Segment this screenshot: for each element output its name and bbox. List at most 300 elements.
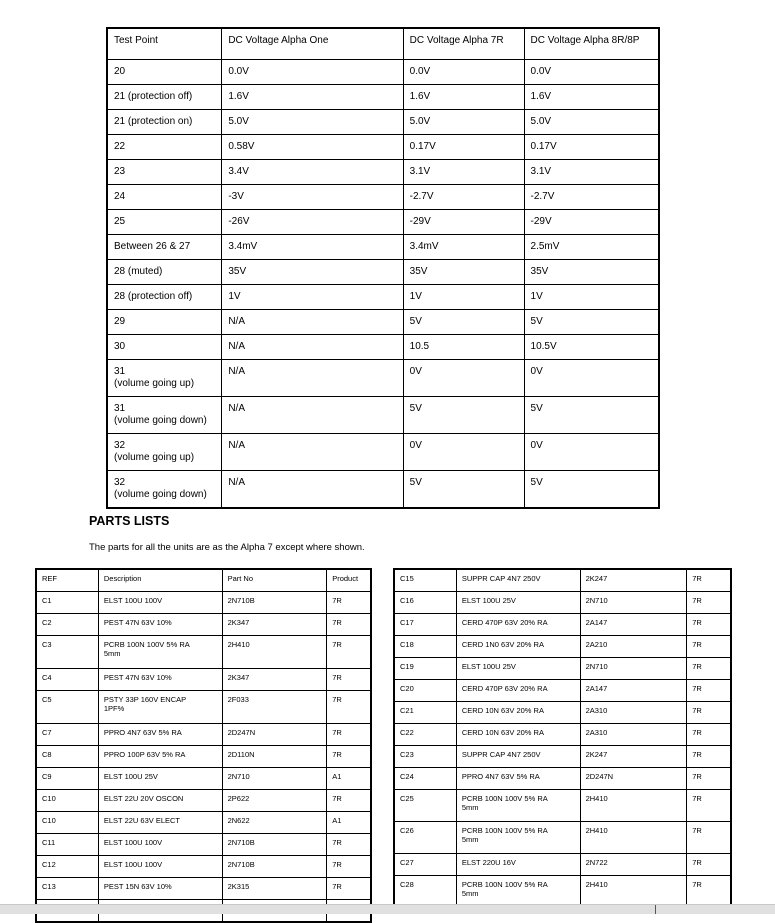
product-cell — [687, 658, 731, 680]
description-cell — [456, 569, 580, 592]
alpha-one-cell-text: 0.58V — [228, 141, 255, 152]
part-no-cell — [580, 724, 687, 746]
voltage-row — [107, 135, 659, 160]
part-no-cell — [580, 592, 687, 614]
alpha-8r8p-cell — [524, 471, 659, 509]
ref-cell-text: C13 — [42, 882, 56, 891]
test-point-cell-subtext: (volume going up) — [114, 452, 195, 463]
ref-cell — [394, 822, 456, 854]
voltage-row — [107, 471, 659, 509]
part-no-cell-text: 2A210 — [585, 640, 608, 649]
description-cell-text: ELST 100U 100V — [103, 596, 163, 605]
description-cell-text: CERD 10N 63V 20% RA — [461, 706, 544, 715]
description-cell-subtext: 5mm — [461, 835, 479, 844]
alpha-one-cell — [222, 310, 403, 335]
test-point-cell-text: 32 — [114, 477, 126, 488]
product-cell-text: 7R — [692, 618, 702, 627]
ref-cell-text: C20 — [400, 684, 414, 693]
alpha-one-cell-text: N/A — [228, 403, 245, 414]
part-no-cell-text: 2N710B — [227, 838, 255, 847]
alpha-one-cell-text: 3.4V — [228, 166, 249, 177]
description-cell — [456, 658, 580, 680]
voltage-row — [107, 310, 659, 335]
parts-row — [394, 746, 731, 768]
description-cell — [98, 614, 222, 636]
voltage-row — [107, 85, 659, 110]
alpha-7r-cell — [403, 285, 524, 310]
part-no-cell-text: 2N710B — [227, 860, 255, 869]
product-cell — [327, 669, 371, 691]
test-point-cell-text: 23 — [114, 166, 126, 177]
alpha-7r-cell — [403, 360, 524, 397]
part-no-cell-text: 2N722 — [585, 858, 608, 867]
alpha-7r-cell-text: 10.5 — [409, 341, 430, 352]
ref-cell — [36, 878, 98, 900]
parts-row — [394, 702, 731, 724]
product-cell — [327, 636, 371, 669]
description-cell-text: ELST 100U 25V — [461, 662, 516, 671]
test-point-cell-text: 29 — [114, 316, 126, 327]
ref-cell-text: C27 — [400, 858, 414, 867]
part-no-cell-text: 2A147 — [585, 618, 608, 627]
product-cell-text: 7R — [692, 574, 702, 583]
ref-cell-text: C4 — [42, 673, 52, 682]
test-point-cell — [107, 235, 222, 260]
alpha-one-cell — [222, 160, 403, 185]
product-cell — [327, 746, 371, 768]
part-no-cell-text: 2N710 — [585, 596, 608, 605]
ref-cell — [394, 768, 456, 790]
description-cell-text: ELST 100U 25V — [461, 596, 516, 605]
alpha-8r8p-cell-text: 1.6V — [530, 91, 552, 102]
test-point-cell — [107, 60, 222, 85]
parts-row — [394, 822, 731, 854]
alpha-one-cell — [222, 85, 403, 110]
product-cell-text: 7R — [692, 596, 702, 605]
ref-cell — [36, 724, 98, 746]
test-point-cell-text: 30 — [114, 341, 126, 352]
alpha-8r8p-cell — [524, 360, 659, 397]
parts-row — [36, 768, 371, 790]
parts-row — [36, 878, 371, 900]
part-no-cell — [222, 856, 327, 878]
ref-cell-text: C18 — [400, 640, 414, 649]
parts-intro-text: The parts for all the units are as the Alpha 7 except where shown. — [89, 542, 365, 553]
part-no-cell-text: 2H410 — [585, 826, 608, 835]
alpha-8r8p-cell — [524, 85, 659, 110]
part-no-cell-text: 2D247N — [585, 772, 614, 781]
alpha-one-cell-text: 3.4mV — [228, 241, 258, 252]
ref-cell — [394, 658, 456, 680]
test-point-cell — [107, 210, 222, 235]
header-product: Product — [327, 569, 371, 592]
alpha-one-cell — [222, 285, 403, 310]
voltage-row — [107, 260, 659, 285]
alpha-8r8p-cell-text: 5V — [530, 403, 543, 414]
ref-cell-text: C23 — [400, 750, 414, 759]
test-point-cell-text: 31 — [114, 403, 126, 414]
test-point-cell — [107, 185, 222, 210]
part-no-cell-text: 2H410 — [585, 794, 608, 803]
ref-cell-text: C1 — [42, 596, 52, 605]
part-no-cell-text: 2N622 — [227, 816, 250, 825]
alpha-8r8p-cell — [524, 210, 659, 235]
product-cell — [327, 768, 371, 790]
product-cell-text: 7R — [332, 695, 342, 704]
part-no-cell — [580, 702, 687, 724]
part-no-cell-text: 2N710B — [227, 596, 255, 605]
parts-table-left — [35, 568, 372, 923]
ref-cell-text: C7 — [42, 728, 52, 737]
parts-row — [394, 636, 731, 658]
parts-row — [36, 812, 371, 834]
alpha-7r-cell — [403, 185, 524, 210]
ref-cell — [36, 614, 98, 636]
alpha-one-cell — [222, 60, 403, 85]
alpha-7r-cell-text: 1V — [409, 291, 422, 302]
product-cell — [687, 592, 731, 614]
product-cell-text: 7R — [332, 618, 342, 627]
alpha-8r8p-cell — [524, 285, 659, 310]
voltage-row — [107, 185, 659, 210]
description-cell-text: SUPPR CAP 4N7 250V — [461, 574, 541, 583]
alpha-7r-cell — [403, 335, 524, 360]
test-point-cell — [107, 335, 222, 360]
alpha-one-cell-text: 5.0V — [228, 116, 249, 127]
alpha-7r-cell-text: 1.6V — [409, 91, 431, 102]
part-no-cell-text: 2F033 — [227, 695, 249, 704]
ref-cell — [394, 680, 456, 702]
alpha-7r-cell-text: 5V — [409, 403, 422, 414]
description-cell-text: PCRB 100N 100V 5% RA — [461, 880, 548, 889]
part-no-cell — [222, 636, 327, 669]
product-cell-text: 7R — [692, 858, 702, 867]
parts-row — [394, 854, 731, 876]
description-cell — [456, 822, 580, 854]
product-cell-text: 7R — [692, 750, 702, 759]
header-test-point: Test Point — [107, 28, 222, 60]
part-no-cell — [222, 834, 327, 856]
alpha-8r8p-cell — [524, 310, 659, 335]
alpha-one-cell — [222, 210, 403, 235]
alpha-one-cell — [222, 235, 403, 260]
alpha-7r-cell-text: 35V — [409, 266, 428, 277]
part-no-cell — [222, 746, 327, 768]
product-cell — [687, 768, 731, 790]
product-cell — [687, 790, 731, 822]
voltage-row — [107, 110, 659, 135]
ref-cell — [36, 636, 98, 669]
test-point-cell-text: 32 — [114, 440, 126, 451]
parts-row — [394, 790, 731, 822]
test-point-cell — [107, 360, 222, 397]
parts-lists-heading: PARTS LISTS — [89, 514, 170, 528]
alpha-8r8p-cell — [524, 160, 659, 185]
description-cell — [456, 768, 580, 790]
voltage-header-row — [107, 28, 659, 60]
ref-cell-text: C2 — [42, 618, 52, 627]
product-cell-text: 7R — [332, 860, 342, 869]
ref-cell — [394, 702, 456, 724]
alpha-8r8p-cell-text: 2.5mV — [530, 241, 560, 252]
alpha-8r8p-cell — [524, 185, 659, 210]
part-no-cell — [580, 790, 687, 822]
product-cell — [687, 822, 731, 854]
part-no-cell-text: 2K315 — [227, 882, 250, 891]
alpha-7r-cell — [403, 85, 524, 110]
test-point-cell-text: 20 — [114, 66, 126, 77]
product-cell-text: 7R — [332, 673, 342, 682]
description-cell — [98, 812, 222, 834]
voltage-row — [107, 335, 659, 360]
alpha-8r8p-cell — [524, 397, 659, 434]
ref-cell — [394, 569, 456, 592]
test-point-cell-text: 25 — [114, 216, 126, 227]
ref-cell — [36, 691, 98, 724]
part-no-cell — [580, 569, 687, 592]
alpha-one-cell-text: -3V — [228, 191, 244, 202]
part-no-cell — [580, 614, 687, 636]
ref-cell-text: C5 — [42, 695, 52, 704]
ref-cell-text: C11 — [42, 838, 56, 847]
test-point-cell — [107, 160, 222, 185]
ref-cell-text: C12 — [42, 860, 56, 869]
alpha-7r-cell — [403, 135, 524, 160]
alpha-one-cell-text: 1V — [228, 291, 241, 302]
description-cell-text: PPRO 4N7 63V 5% RA — [103, 728, 182, 737]
test-point-cell — [107, 310, 222, 335]
alpha-7r-cell-text: 3.4mV — [409, 241, 439, 252]
product-cell — [327, 724, 371, 746]
product-cell-text: 7R — [332, 882, 342, 891]
alpha-one-cell — [222, 335, 403, 360]
product-cell-text: 7R — [692, 826, 702, 835]
alpha-8r8p-cell-text: -29V — [530, 216, 552, 227]
alpha-8r8p-cell — [524, 434, 659, 471]
description-cell — [98, 669, 222, 691]
description-cell-text: ELST 100U 100V — [103, 838, 163, 847]
product-cell-text: 7R — [332, 728, 342, 737]
ref-cell-text: C26 — [400, 826, 414, 835]
ref-cell-text: C22 — [400, 728, 414, 737]
ref-cell — [36, 746, 98, 768]
ref-cell — [394, 724, 456, 746]
alpha-one-cell — [222, 434, 403, 471]
ref-cell — [36, 669, 98, 691]
product-cell — [327, 856, 371, 878]
product-cell — [687, 569, 731, 592]
alpha-8r8p-cell-text: 3.1V — [530, 166, 552, 177]
description-cell-text: ELST 100U 25V — [103, 772, 158, 781]
alpha-8r8p-cell — [524, 235, 659, 260]
alpha-8r8p-cell-text: 5V — [530, 316, 543, 327]
description-cell-text: PCRB 100N 100V 5% RA — [103, 640, 190, 649]
alpha-8r8p-cell — [524, 60, 659, 85]
product-cell — [687, 702, 731, 724]
product-cell-text: 7R — [332, 596, 342, 605]
ref-cell-text: C8 — [42, 750, 52, 759]
alpha-7r-cell-text: 0V — [409, 440, 422, 451]
part-no-cell — [222, 592, 327, 614]
ref-cell-text: C28 — [400, 880, 414, 889]
alpha-one-cell-text: N/A — [228, 477, 245, 488]
alpha-one-cell-text: N/A — [228, 341, 245, 352]
part-no-cell — [222, 812, 327, 834]
part-no-cell-text: 2A310 — [585, 706, 608, 715]
ref-cell — [36, 812, 98, 834]
alpha-8r8p-cell-text: 5.0V — [530, 116, 552, 127]
header-ref: REF — [36, 569, 98, 592]
test-point-cell-text: 28 (muted) — [114, 266, 163, 277]
description-cell-text: CERD 1N0 63V 20% RA — [461, 640, 544, 649]
test-point-cell — [107, 285, 222, 310]
test-point-cell — [107, 397, 222, 434]
product-cell-text: 7R — [692, 662, 702, 671]
description-cell — [456, 854, 580, 876]
description-cell — [98, 691, 222, 724]
description-cell — [98, 790, 222, 812]
description-cell-text: PPRO 100P 63V 5% RA — [103, 750, 186, 759]
alpha-8r8p-cell-text: -2.7V — [530, 191, 555, 202]
part-no-cell — [580, 746, 687, 768]
product-cell — [687, 854, 731, 876]
ref-cell-text: C19 — [400, 662, 414, 671]
ref-cell — [394, 592, 456, 614]
ref-cell-text: C21 — [400, 706, 414, 715]
parts-row — [36, 856, 371, 878]
description-cell — [98, 856, 222, 878]
parts-row — [394, 680, 731, 702]
alpha-7r-cell-text: 0V — [409, 366, 422, 377]
parts-row — [36, 746, 371, 768]
alpha-7r-cell-text: 0.0V — [409, 66, 431, 77]
description-cell — [98, 592, 222, 614]
test-point-cell — [107, 135, 222, 160]
part-no-cell — [222, 724, 327, 746]
alpha-one-cell-text: -26V — [228, 216, 250, 227]
ref-cell-text: C10 — [42, 794, 56, 803]
product-cell — [327, 614, 371, 636]
part-no-cell — [222, 790, 327, 812]
ref-cell-text: C10 — [42, 816, 56, 825]
ref-cell — [394, 614, 456, 636]
description-cell-text: ELST 22U 20V OSCON — [103, 794, 184, 803]
parts-header-row — [36, 569, 371, 592]
voltage-row — [107, 434, 659, 471]
description-cell — [98, 746, 222, 768]
parts-row — [36, 669, 371, 691]
product-cell-text: 7R — [692, 640, 702, 649]
product-cell — [687, 724, 731, 746]
alpha-7r-cell — [403, 397, 524, 434]
part-no-cell-text: 2N710 — [227, 772, 250, 781]
alpha-8r8p-cell-text: 0.0V — [530, 66, 552, 77]
alpha-7r-cell — [403, 235, 524, 260]
parts-row — [394, 592, 731, 614]
product-cell — [327, 812, 371, 834]
alpha-8r8p-cell-text: 10.5V — [530, 341, 557, 352]
description-cell-text: PCRB 100N 100V 5% RA — [461, 826, 548, 835]
description-cell-text: PEST 47N 63V 10% — [103, 673, 172, 682]
voltage-row — [107, 60, 659, 85]
parts-row — [36, 691, 371, 724]
description-cell-text: PEST 47N 63V 10% — [103, 618, 172, 627]
part-no-cell — [222, 691, 327, 724]
alpha-one-cell — [222, 260, 403, 285]
part-no-cell-text: 2D110N — [227, 750, 255, 759]
part-no-cell-text: 2H410 — [227, 640, 250, 649]
description-cell-text: PCRB 100N 100V 5% RA — [461, 794, 548, 803]
ref-cell-text: C24 — [400, 772, 414, 781]
alpha-7r-cell — [403, 210, 524, 235]
part-no-cell — [580, 854, 687, 876]
description-cell-subtext: 1PF% — [103, 704, 125, 713]
alpha-one-cell — [222, 397, 403, 434]
parts-row — [394, 614, 731, 636]
part-no-cell-text: 2H410 — [585, 880, 608, 889]
test-point-cell — [107, 260, 222, 285]
part-no-cell — [580, 680, 687, 702]
description-cell — [456, 636, 580, 658]
test-point-cell-subtext: (volume going down) — [114, 489, 207, 500]
alpha-7r-cell — [403, 160, 524, 185]
alpha-8r8p-cell — [524, 135, 659, 160]
alpha-one-cell — [222, 110, 403, 135]
parts-row — [36, 834, 371, 856]
ref-cell-text: C16 — [400, 596, 414, 605]
part-no-cell-text: 2K247 — [585, 574, 608, 583]
alpha-8r8p-cell-text: 0V — [530, 440, 543, 451]
voltage-row — [107, 285, 659, 310]
test-point-cell — [107, 471, 222, 509]
product-cell-text: A1 — [332, 816, 342, 825]
alpha-one-cell-text: N/A — [228, 366, 245, 377]
header-alpha-7r: DC Voltage Alpha 7R — [403, 28, 524, 60]
parts-row — [36, 636, 371, 669]
parts-row — [36, 724, 371, 746]
product-cell-text: 7R — [692, 880, 702, 889]
part-no-cell-text: 2A147 — [585, 684, 608, 693]
test-point-cell-text: 31 — [114, 366, 126, 377]
description-cell — [456, 746, 580, 768]
ref-cell-text: C9 — [42, 772, 52, 781]
header-alpha-one: DC Voltage Alpha One — [222, 28, 403, 60]
parts-table-right — [393, 568, 732, 909]
alpha-7r-cell-text: 5V — [409, 316, 422, 327]
product-cell-text: 7R — [692, 684, 702, 693]
alpha-8r8p-cell-text: 5V — [530, 477, 543, 488]
product-cell-text: 7R — [332, 794, 342, 803]
description-cell-text: PEST 15N 63V 10% — [103, 882, 172, 891]
voltage-table — [106, 27, 660, 509]
ref-cell-text: C25 — [400, 794, 414, 803]
description-cell-text: SUPPR CAP 4N7 250V — [461, 750, 541, 759]
test-point-cell-text: 24 — [114, 191, 126, 202]
parts-row — [394, 724, 731, 746]
alpha-one-cell-text: N/A — [228, 316, 245, 327]
description-cell-text: CERD 470P 63V 20% RA — [461, 684, 548, 693]
part-no-cell-text: 2P622 — [227, 794, 250, 803]
description-cell-text: CERD 470P 63V 20% RA — [461, 618, 548, 627]
voltage-row — [107, 235, 659, 260]
alpha-7r-cell — [403, 310, 524, 335]
ref-cell — [36, 768, 98, 790]
header-part-no: Part No — [222, 569, 327, 592]
part-no-cell-text: 2D247N — [227, 728, 256, 737]
description-cell-text: ELST 22U 63V ELECT — [103, 816, 181, 825]
alpha-one-cell — [222, 360, 403, 397]
voltage-row — [107, 360, 659, 397]
